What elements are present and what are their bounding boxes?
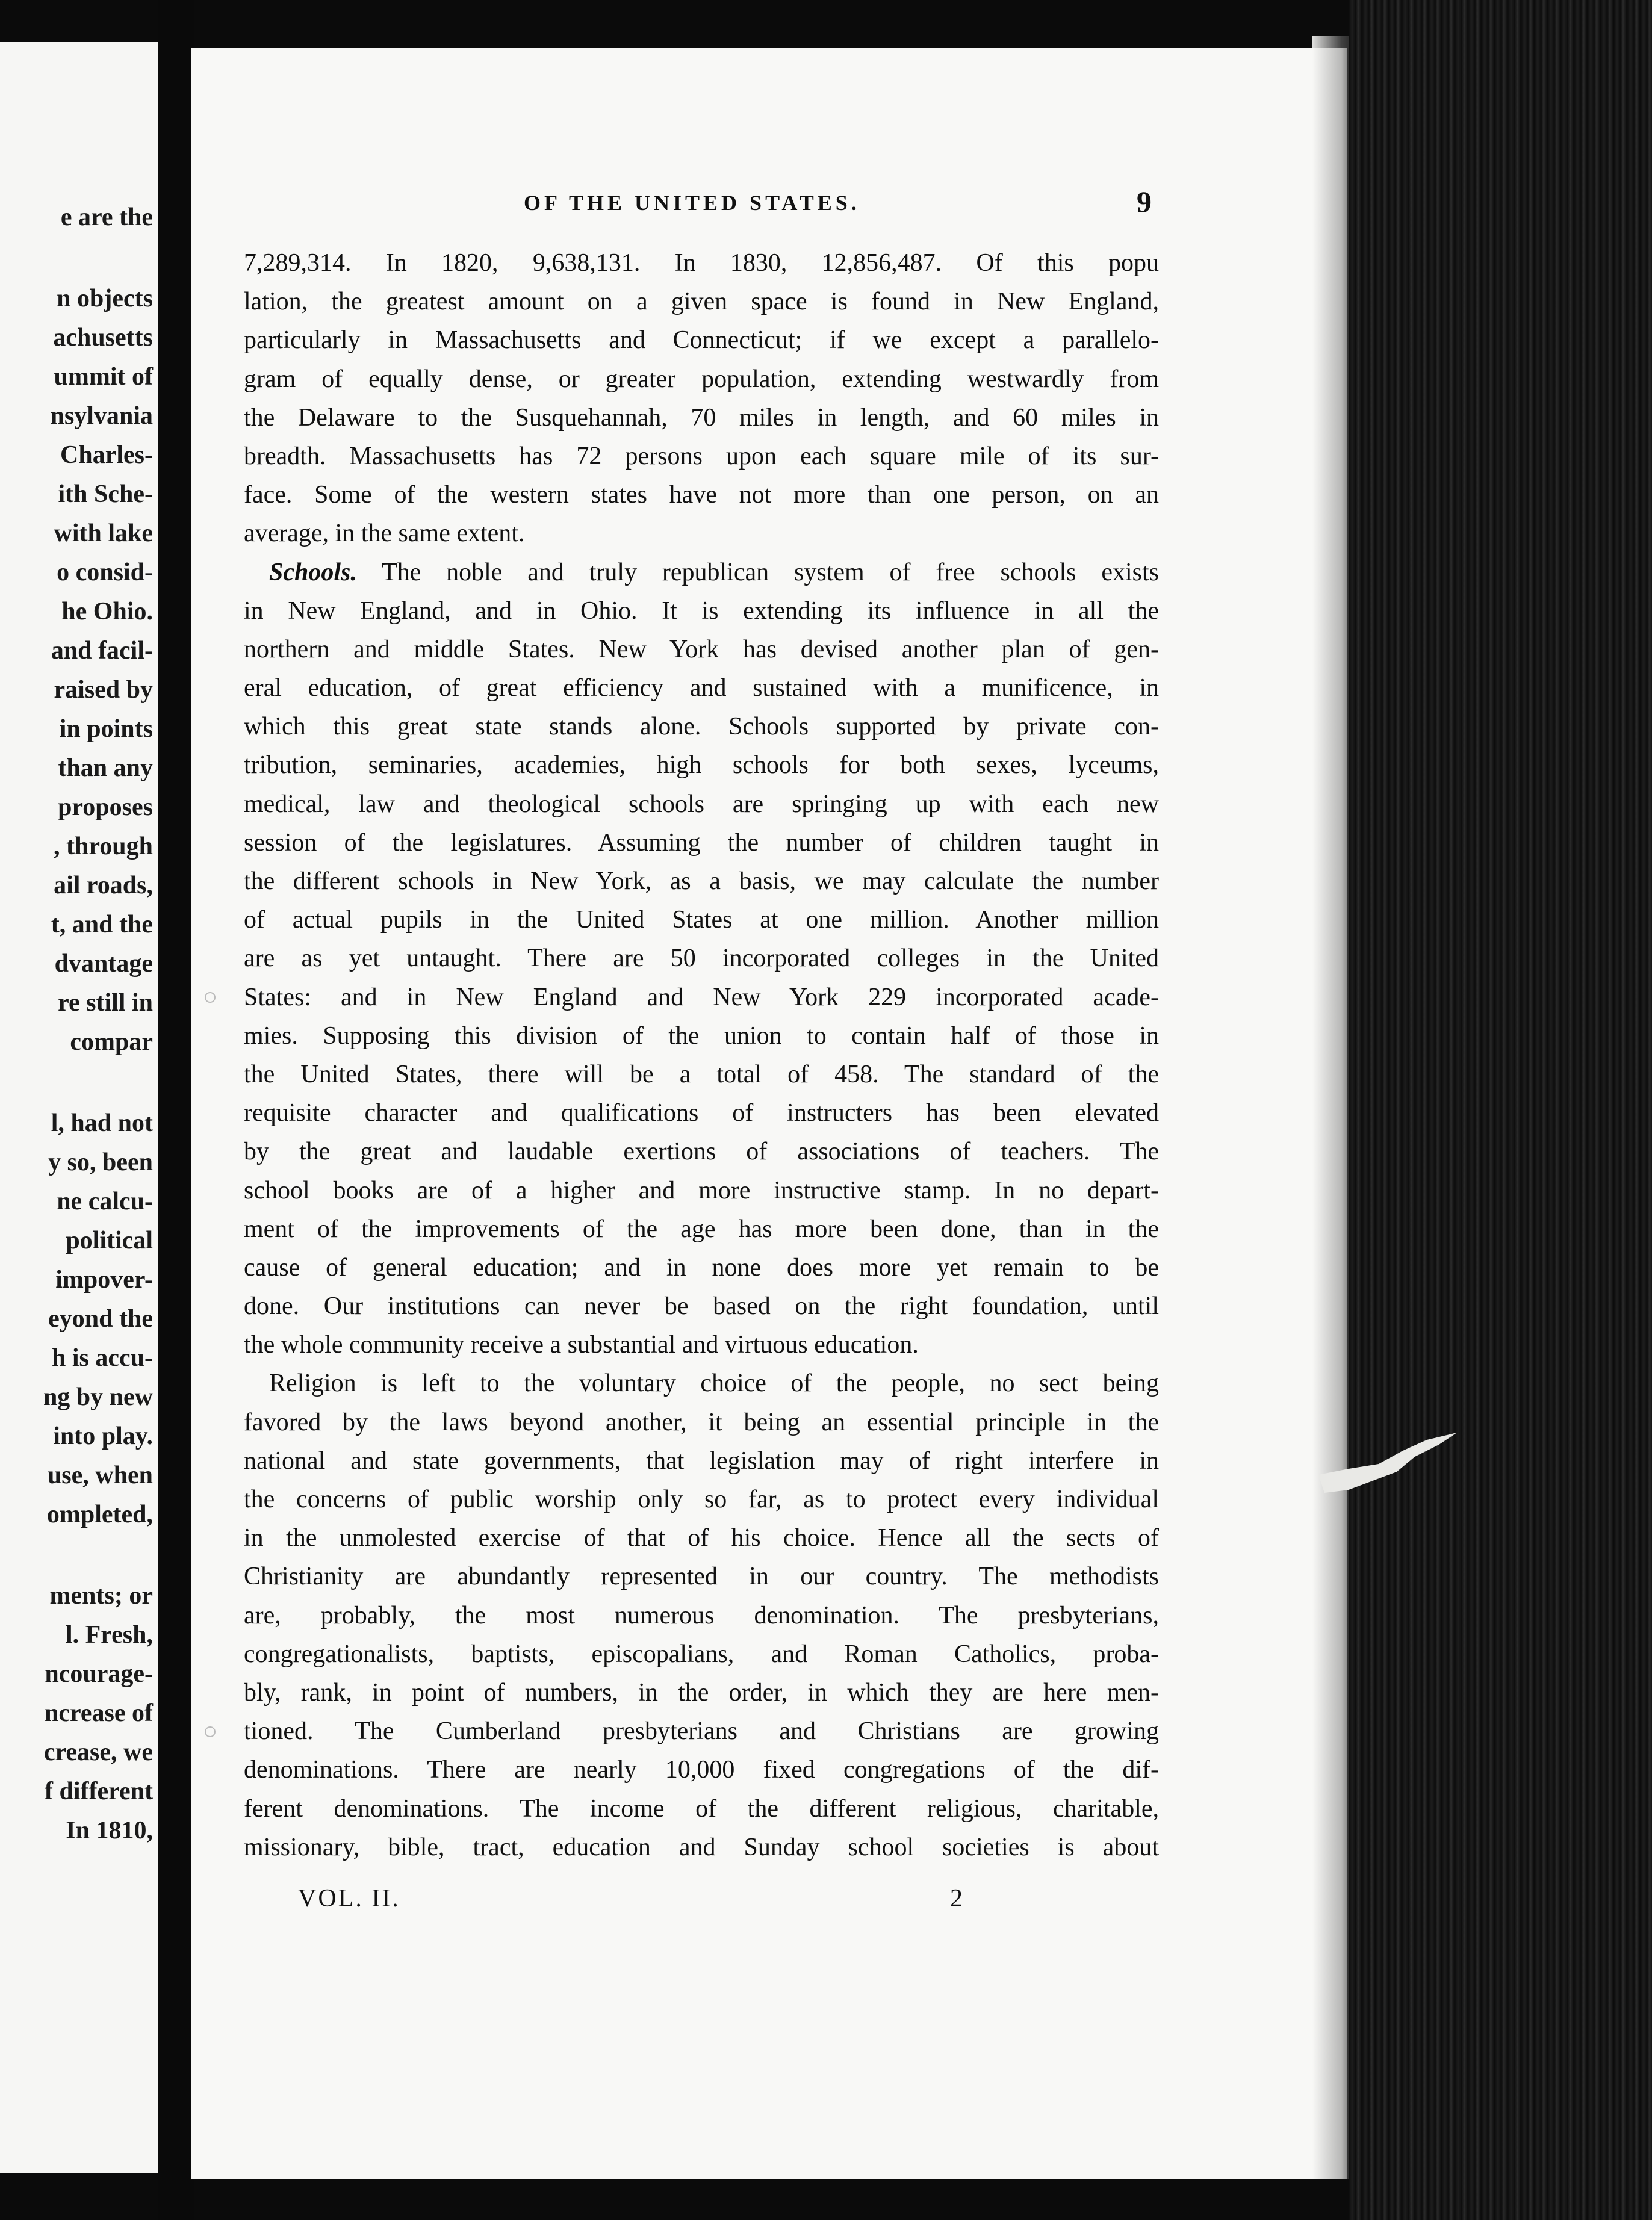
text-line: States: and in New England and New York 229 incorporated acade- (244, 983, 1159, 1011)
text-line: missionary, bible, tract, education and Sunday school societies is about (244, 1833, 1159, 1861)
text-line: The noble and truly republican system of free schools exists (381, 558, 1159, 586)
text-line: Christianity are abundantly represented in our country. The methodists (244, 1563, 1159, 1591)
facing-page-text-fragment: than any (58, 754, 153, 782)
facing-page-text-fragment: l, had not (51, 1109, 153, 1137)
facing-page-text-fragment: political (66, 1227, 153, 1254)
facing-page-text-fragment: re still in (58, 989, 153, 1017)
facing-page-text-fragment: he Ohio. (61, 598, 153, 625)
footer-volume: VOL. II. (298, 1885, 400, 1912)
text-line: denominations. There are nearly 10,000 fixed congregations of the dif- (244, 1756, 1159, 1784)
facing-page-text-fragment: Charles- (60, 441, 153, 469)
text-line: face. Some of the western states have not more than one person, on an (244, 481, 1159, 509)
facing-page-text-fragment: ng by new (43, 1383, 153, 1411)
facing-page-text-fragment: ompleted, (46, 1501, 153, 1528)
paper-tear (1312, 1433, 1469, 1499)
text-line: requisite character and qualifications of instructers has been elevated (244, 1099, 1159, 1127)
facing-page-text-fragment: into play. (53, 1422, 153, 1450)
facing-page-text-fragment: o consid- (57, 559, 153, 586)
facing-page-text-fragment: ments; or (49, 1582, 153, 1610)
schools-heading: Schools. (269, 558, 357, 586)
facing-page-text-fragment: and facil- (51, 637, 153, 665)
text-line: congregationalists, baptists, episcopalians, and Roman Catholics, proba- (244, 1640, 1159, 1668)
facing-page-text-fragment: ail roads, (54, 872, 153, 899)
text-line: tioned. The Cumberland presbyterians and Christians are growing (244, 1717, 1159, 1746)
text-line: cause of general education; and in none does more yet remain to be (244, 1253, 1159, 1282)
margin-mark (205, 1726, 216, 1737)
text-line: particularly in Massachusetts and Connecticut; if we except a parallelo- (244, 326, 1159, 355)
facing-page-text-fragment: in points (59, 715, 153, 743)
facing-page-text-fragment: with lake (54, 519, 153, 547)
facing-page-text-fragment: ith Sche- (58, 480, 153, 508)
facing-page-text-fragment: dvantage (54, 950, 153, 978)
text-line: the United States, there will be a total of 458. The standard of the (244, 1060, 1159, 1088)
text-line: 7,289,314. In 1820, 9,638,131. In 1830, 12,856,487. Of this popu (244, 249, 1159, 277)
text-line: the whole community receive a substantial and virtuous education. (244, 1331, 919, 1359)
text-line: are as yet untaught. There are 50 incorporated colleges in the United (244, 944, 1159, 973)
text-line: mies. Supposing this division of the union to contain half of those in (244, 1022, 1159, 1050)
text-line: lation, the greatest amount on a given space is found in New England, (244, 288, 1159, 316)
body-text (244, 244, 1159, 1867)
text-line: eral education, of great efficiency and sustained with a munificence, in (244, 674, 1159, 702)
text-line: by the great and laudable exertions of associations of teachers. The (244, 1138, 1159, 1166)
text-line: average, in the same extent. (244, 519, 525, 548)
facing-page-text-fragment: achusetts (53, 324, 153, 352)
facing-page-text-fragment: n objects (57, 285, 153, 312)
text-line: the different schools in New York, as a basis, we may calculate the number (244, 867, 1159, 895)
text-line: ferent denominations. The income of the different religious, charitable, (244, 1794, 1159, 1823)
footer-signature: 2 (950, 1885, 963, 1912)
facing-page-text-fragment: ncourage- (45, 1660, 153, 1688)
text-line: northern and middle States. New York has devised another plan of gen- (244, 635, 1159, 663)
text-line: are, probably, the most numerous denomination. The presbyterians, (244, 1601, 1159, 1629)
text-line: gram of equally dense, or greater population, extending westwardly from (244, 365, 1159, 393)
text-line: the concerns of public worship only so far, as to protect every individual (244, 1486, 1159, 1513)
text-line: of actual pupils in the United States at one million. Another million (244, 906, 1159, 934)
facing-page-text-fragment: t, and the (51, 911, 153, 938)
text-line: Religion is left to the voluntary choice of the people, no sect being (269, 1369, 1159, 1398)
facing-page-text-fragment: use, when (47, 1462, 153, 1489)
text-line: breadth. Massachusetts has 72 persons upon each square mile of its sur- (244, 442, 1159, 470)
facing-page-text-fragment: nsylvania (50, 402, 153, 430)
text-line: ment of the improvements of the age has more been done, than in the (244, 1215, 1159, 1243)
text-line: done. Our institutions can never be based on the right foundation, until (244, 1292, 1159, 1321)
text-line: the Delaware to the Susquehannah, 70 miles in length, and 60 miles in (244, 403, 1159, 432)
margin-mark (205, 992, 216, 1003)
facing-page-text-fragment: impover- (55, 1266, 153, 1294)
facing-page-text-fragment: e are the (60, 203, 153, 231)
facing-page-text-fragment: In 1810, (66, 1817, 153, 1844)
paragraph-schools-first-line (244, 553, 1159, 592)
facing-page-text-fragment: ncrease of (45, 1699, 153, 1727)
facing-page-fragment (0, 42, 158, 2173)
page-number: 9 (1137, 185, 1152, 219)
facing-page-text-fragment: ummit of (54, 363, 153, 391)
facing-page-text-fragment: ne calcu- (57, 1188, 153, 1215)
book-gutter (158, 0, 194, 2220)
facing-page-text-fragment: raised by (54, 676, 153, 704)
facing-page-text-fragment: h is accu- (52, 1344, 153, 1372)
text-line: which this great state stands alone. Schools supported by private con- (244, 713, 1159, 741)
facing-page-text-fragment: proposes (58, 793, 153, 821)
facing-page-text-fragment: crease, we (43, 1738, 153, 1766)
text-line: session of the legislatures. Assuming the number of children taught in (244, 828, 1159, 857)
text-line: bly, rank, in point of numbers, in the order, in which they are here men- (244, 1678, 1159, 1707)
facing-page-text-fragment: compar (70, 1028, 153, 1056)
text-line: school books are of a higher and more instructive stamp. In no depart- (244, 1176, 1159, 1205)
page-stack-edge (1349, 0, 1652, 2220)
text-line: medical, law and theological schools are springing up with each new (244, 790, 1159, 818)
text-line: in New England, and in Ohio. It is extending its influence in all the (244, 597, 1159, 625)
text-line: favored by the laws beyond another, it being an essential principle in the (244, 1408, 1159, 1436)
facing-page-text-fragment: y so, been (48, 1149, 153, 1176)
text-line: tribution, seminaries, academies, high schools for both sexes, lyceums, (244, 751, 1159, 780)
facing-page-text-fragment: f different (45, 1778, 153, 1805)
facing-page-text-fragment: eyond the (48, 1305, 153, 1333)
text-line: in the unmolested exercise of that of his choice. Hence all the sects of (244, 1524, 1159, 1552)
text-line: national and state governments, that legislation may of right interfere in (244, 1446, 1159, 1475)
running-head: OF THE UNITED STATES. (524, 191, 860, 215)
facing-page-text-fragment: l. Fresh, (65, 1621, 153, 1649)
facing-page-text-fragment: , through (54, 832, 153, 860)
